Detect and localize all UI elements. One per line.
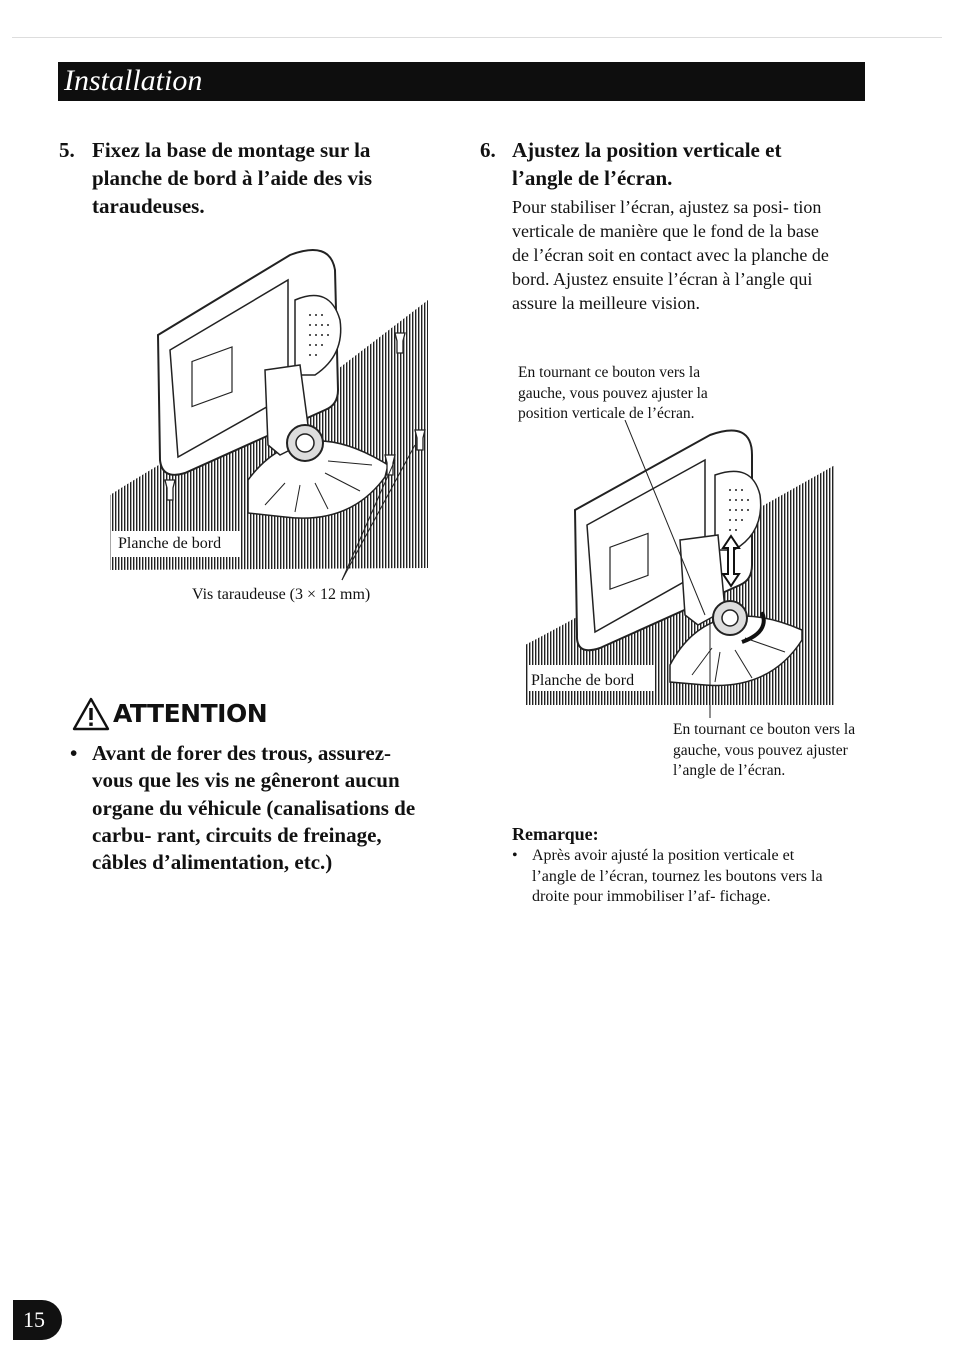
page-number: 15 [23,1307,45,1332]
attention-bullet-text: Avant de forer des trous, assurez-vous que les vis ne gêneront aucun organe du véhicule (canalisations de carbu- rant, circuits de freinage, câbles d’alimentation, etc.) [92,741,416,875]
top-rule [12,37,942,38]
step-5-text: Fixez la base de montage sur la planche de bord à l’aide des vis taraudeuses. [92,138,373,218]
step-6-text: Ajustez la position verticale et l’angle de l’écran. [512,138,782,190]
step-6-body: Pour stabiliser l’écran, ajustez sa posi- tion verticale de manière que le fond de la base de l’écran soit en contact avec la planche de bord. Ajustez ensuite l’écran à l’angle qui assure la meilleure vision. [512,197,829,313]
remark-bullet-text: Après avoir ajusté la position verticale et l’angle de l’écran, tournez les boutons vers la droite pour immobiliser l’af- fichage. [532,847,823,906]
page-number-badge [13,1300,62,1340]
step-5-number: 5. [59,138,75,162]
step-6-number: 6. [480,138,496,162]
remark-title: Remarque: [512,824,599,844]
fig2-board-label: Planche de bord [531,672,635,689]
attention-title: ATTENTION [113,699,268,728]
fig2-top-callout: En tournant ce bouton vers la gauche, vous pouvez ajuster la position verticale de l’écran. [518,364,708,422]
fig2-bottom-callout: En tournant ce bouton vers la gauche, vous pouvez ajuster l’angle de l’écran. [673,721,856,779]
fig1-screw-label: Vis taraudeuse (3 × 12 mm) [192,586,371,603]
warning-triangle-icon [72,697,110,731]
bullet-dot: • [70,741,78,765]
section-title: Installation [64,64,203,97]
bullet-dot: • [512,847,518,864]
fig1-board-label: Planche de bord [118,535,222,552]
section-header [58,62,865,101]
